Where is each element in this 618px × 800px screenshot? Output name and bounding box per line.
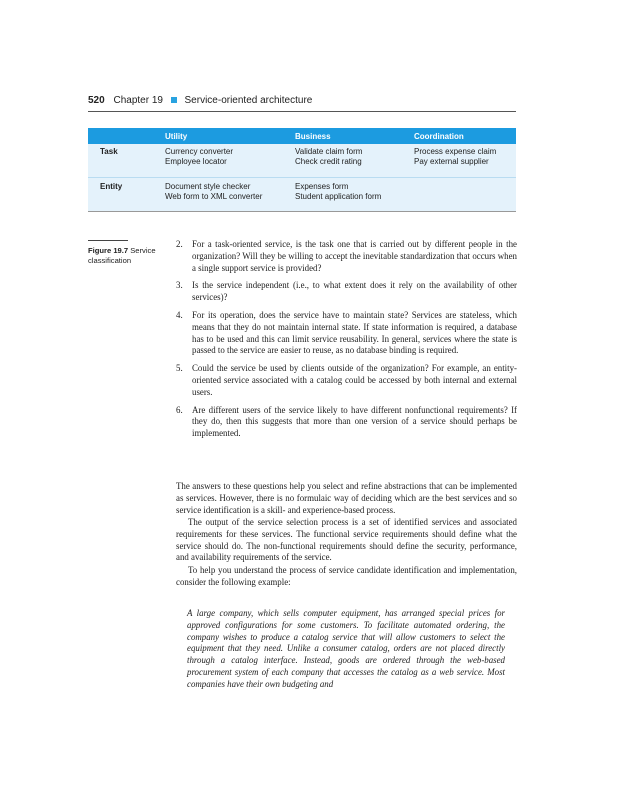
cell-line: Web form to XML converter	[165, 192, 263, 201]
table-cell	[295, 144, 414, 178]
list-item	[176, 280, 517, 304]
body-paragraph: The output of the service selection process is a set of identified services and associated requirements for these services. The functional service requirements should define what the service should do. The non-functional requirements should define the security, performance, and availability requirements of the service.	[176, 517, 517, 563]
row-label: Task	[88, 144, 165, 178]
list-text: Is the service independent (i.e., to what extent does it rely on the availability of other services)?	[192, 280, 517, 303]
list-text: For its operation, does the service have to maintain state? Services are stateless, which means that they do not maintain internal state. If state information is required, a database has to be used and this can limit service reusability. In general, services where the state is passed to the service are easier to reuse, as no database binding is required.	[192, 309, 517, 356]
cell-line: Employee locator	[165, 157, 227, 166]
figure-caption-text: Service classification	[88, 246, 156, 265]
table-header-row	[88, 128, 516, 144]
list-item	[176, 310, 517, 357]
table-cell	[165, 144, 295, 178]
service-classification-table	[88, 128, 516, 211]
page-number: 520	[88, 95, 105, 106]
example-block: A large company, which sells computer equipment, has arranged special prices for approved configurations for some customers. To facilitate automated ordering, the company wishes to produce a catalog service that will allow customers to select the equipment that they need. Unlike a consumer catalog, orders are not placed directly through a catalog interface. Instead, goods are ordered through the web-based procurement system of each company that accesses the catalog as a web service. Most companies have their own budgeting and	[187, 608, 505, 689]
table-cell	[414, 178, 516, 212]
chapter-label: Chapter 19	[113, 95, 163, 106]
list-number: 4.	[176, 309, 183, 320]
figure-caption	[88, 246, 174, 266]
figure-label: Figure 19.7	[88, 246, 129, 255]
list-text: For a task-oriented service, is the task one that is carried out by different people in the organization? Will they be willing to accept the inevitable standardization that occurs when a single support service is provided?	[192, 239, 517, 273]
question-list	[176, 239, 517, 446]
figure-bottom-rule	[88, 211, 516, 212]
cell-line: Validate claim form	[295, 147, 363, 156]
list-text: Are different users of the service likely to have different nonfunctional requirements? If they do, then this suggests that more than one version of a service should perhaps be implemented.	[192, 404, 517, 439]
row-label: Entity	[88, 178, 165, 212]
table-cell	[165, 178, 295, 212]
table-header-cell: Utility	[165, 128, 295, 144]
cell-line: Expenses form	[295, 182, 349, 191]
body-paragraph: The answers to these questions help you select and refine abstractions that can be implemented as services. However, there is no formulaic way of deciding which are the best services and so service identification is a skill- and experience-based process.	[176, 481, 517, 515]
cell-line: Currency converter	[165, 147, 234, 156]
cell-line: Process expense claim	[414, 147, 497, 156]
list-item	[176, 405, 517, 440]
list-text: Could the service be used by clients outside of the organization? For example, an entity-oriented service associated with a catalog could be accessed by both internal and external users.	[192, 363, 517, 397]
list-number: 5.	[176, 363, 183, 374]
list-number: 2.	[176, 239, 183, 249]
list-item	[176, 363, 517, 398]
list-item	[176, 239, 517, 274]
cell-line: Document style checker	[165, 182, 251, 191]
cell-line: Pay external supplier	[414, 157, 489, 166]
running-header	[88, 95, 516, 109]
body-paragraph: To help you understand the process of service candidate identification and implementation, consider the following example:	[176, 565, 517, 587]
table-row	[88, 178, 516, 212]
list-number: 3.	[176, 280, 183, 291]
caption-rule	[88, 240, 128, 241]
cell-line: Check credit rating	[295, 157, 362, 166]
header-square-icon	[171, 97, 177, 103]
table-row	[88, 144, 516, 178]
table-header-cell: Business	[295, 128, 414, 144]
table-header-cell: Coordination	[414, 128, 516, 144]
section-title: Service-oriented architecture	[184, 95, 313, 106]
table-cell	[295, 178, 414, 212]
list-number: 6.	[176, 404, 183, 415]
header-rule	[88, 111, 516, 112]
table-header-cell	[88, 128, 165, 144]
table-cell	[414, 144, 516, 178]
cell-line: Student application form	[295, 192, 382, 201]
